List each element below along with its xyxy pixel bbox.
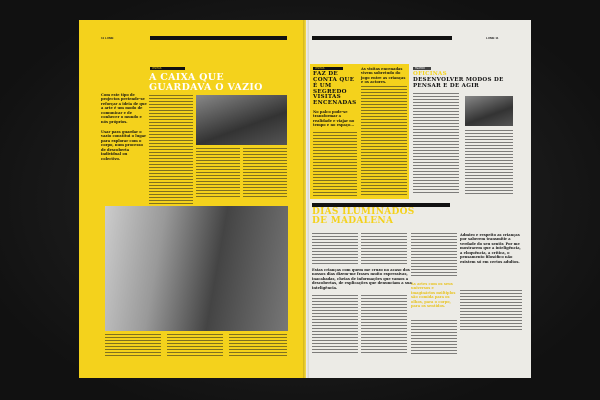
body-column (465, 130, 513, 195)
center-fold (303, 20, 309, 378)
folio-left: 11 LUME (101, 36, 114, 40)
body-column (312, 295, 358, 355)
deck-1: Com este tipo de projectos pretende-se reforçar a ideia de que a arte é um modo de comunicar e de conhecer o mundo e nós próprios. (101, 93, 147, 124)
body-column (149, 95, 193, 205)
right-page (306, 20, 531, 378)
caption-column (105, 334, 161, 356)
section-tag: TEATRO (152, 47, 162, 50)
body-column (413, 93, 459, 195)
body-column (196, 148, 240, 198)
body-column (460, 290, 522, 330)
top-bar (312, 36, 452, 40)
yellow-box (310, 64, 409, 199)
caption-column (229, 334, 287, 356)
body-column (411, 233, 457, 277)
section-bar (150, 36, 287, 50)
box-tag: VISITAS (313, 67, 343, 70)
dias-headline: DIAS ILUMINADOS DE MADALENA (312, 207, 415, 227)
box-headline: FAZ DE CONTA QUE É UM SEGREDO VISITAS ENCENADAS (313, 71, 357, 107)
left-page (79, 20, 306, 378)
oficinas-tag: TEATRO (413, 67, 431, 70)
children-photo (105, 206, 288, 331)
box-deck: No palco pode-se transformar a realidade e viajar no tempo e no espaço... (313, 110, 355, 128)
caption-column (167, 334, 223, 356)
body-column (312, 233, 358, 265)
dias-yellow-quote: As artes com os seus universos e imaginários múltiplos são comida para os olhos, para o corpo, para os sentidos. (411, 282, 456, 309)
body-column (411, 320, 457, 355)
body-column (361, 86, 407, 196)
dias-pullquote: Estas crianças com quem me cruzo no acaso dos nossos dias dizem-me frases muito expressivas, inacabadas, cheias de informações que vamos a descobertas, de explicações que denunciam a sua inteligência. (312, 268, 412, 290)
box-col2-deck: As visitas encenadas vivem sobretudo do jogo entre as crianças e os actores. (361, 67, 406, 85)
oficinas-headline: DESENVOLVER MODOS DE PENSAR E DE AGIR (413, 77, 504, 89)
deck-2: Usar para guardar o vazio constitui o lugar para explorar com o corpo, num processo de descoberta individual ou colectivo. (101, 130, 146, 161)
body-column (361, 295, 407, 355)
body-column (361, 233, 407, 265)
oficinas-title: OFICINAS (413, 71, 447, 77)
folio-right: LUME 11 (486, 36, 499, 40)
headline: A CAIXA QUE GUARDAVA O VAZIO (149, 72, 263, 93)
workshop-photo (465, 96, 513, 126)
headline-tag: VISITAS (150, 67, 185, 70)
group-photo (196, 95, 287, 145)
body-column (313, 132, 357, 196)
body-column (243, 148, 287, 198)
dias-side-deck: Admiro e respeito as crianças por saberem transmitir a verdade do seu sentir. Por me mostrarem que a inteligência, a eloquência, a crítica, o pensamento filosófico não existem só em certos adultos. (460, 233, 521, 264)
